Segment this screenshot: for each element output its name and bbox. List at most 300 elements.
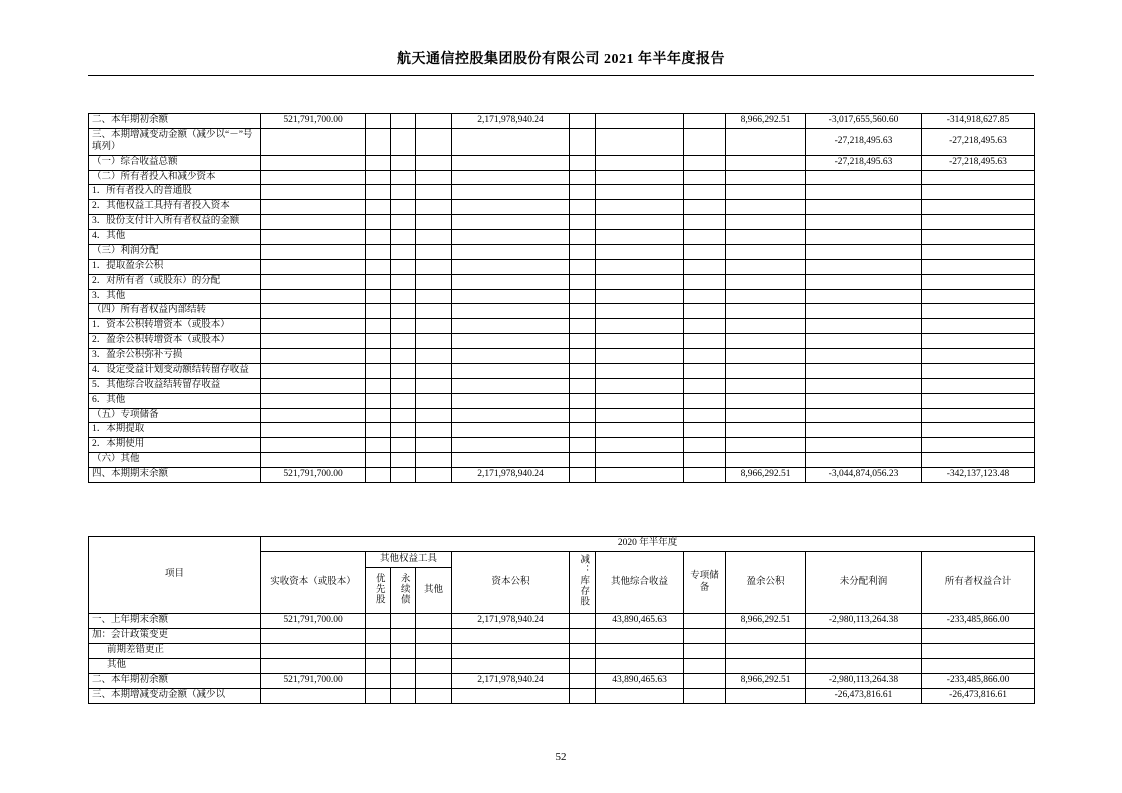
- row-value: [366, 155, 391, 170]
- row-label: （二）所有者投入和减少资本: [89, 170, 261, 185]
- table2-col-other-equity-group: 其他权益工具: [366, 551, 452, 567]
- row-value: [726, 244, 806, 259]
- row-value: [391, 614, 416, 629]
- row-value: [684, 244, 726, 259]
- row-value: [684, 304, 726, 319]
- table2-col-pref: 优先股: [366, 568, 391, 614]
- row-value: [570, 438, 596, 453]
- row-value: [726, 408, 806, 423]
- row-value: [922, 274, 1035, 289]
- row-value: [570, 363, 596, 378]
- row-value: [806, 304, 922, 319]
- row-value: [570, 114, 596, 129]
- row-value: -342,137,123.48: [922, 468, 1035, 483]
- table2-col-oci: 其他综合收益: [596, 551, 684, 613]
- row-value: [366, 244, 391, 259]
- row-label: 其他: [89, 658, 261, 673]
- table-row: [89, 378, 1035, 393]
- row-label: 3．股份支付计入所有者权益的金额: [89, 215, 261, 230]
- row-value: [570, 629, 596, 644]
- table2-col-special: 专项储备: [684, 551, 726, 613]
- row-value: [922, 629, 1035, 644]
- row-value: [416, 438, 452, 453]
- row-value: [452, 438, 570, 453]
- table-row: [89, 230, 1035, 245]
- row-value: [416, 453, 452, 468]
- row-value: [922, 244, 1035, 259]
- row-label: （五）专项储备: [89, 408, 261, 423]
- row-value: [684, 230, 726, 245]
- row-value: 2,171,978,940.24: [452, 673, 570, 688]
- row-value: [261, 629, 366, 644]
- row-value: [726, 658, 806, 673]
- row-value: -2,980,113,264.38: [806, 614, 922, 629]
- row-value: [806, 378, 922, 393]
- row-value: [570, 259, 596, 274]
- table2-body: [89, 614, 1035, 703]
- row-value: [806, 334, 922, 349]
- row-value: [416, 408, 452, 423]
- row-value: [416, 629, 452, 644]
- row-value: [726, 230, 806, 245]
- row-value: [596, 259, 684, 274]
- row-value: [596, 114, 684, 129]
- row-value: [391, 468, 416, 483]
- row-label: 4．设定受益计划变动额结转留存收益: [89, 363, 261, 378]
- row-value: 2,171,978,940.24: [452, 614, 570, 629]
- row-value: [416, 304, 452, 319]
- row-value: [452, 170, 570, 185]
- row-value: [596, 244, 684, 259]
- row-value: [806, 423, 922, 438]
- row-value: [366, 408, 391, 423]
- table2-col-paidin: 实收资本（或股本）: [261, 551, 366, 613]
- row-value: [261, 688, 366, 703]
- row-value: [726, 423, 806, 438]
- row-value: [684, 170, 726, 185]
- row-value: [806, 349, 922, 364]
- row-label: 三、本期增减变动金额（减少以: [89, 688, 261, 703]
- row-value: [570, 215, 596, 230]
- row-value: [416, 170, 452, 185]
- row-value: [261, 363, 366, 378]
- row-value: 521,791,700.00: [261, 614, 366, 629]
- row-value: [726, 453, 806, 468]
- row-value: [806, 644, 922, 659]
- row-value: [922, 393, 1035, 408]
- row-value: [391, 244, 416, 259]
- row-value: [570, 468, 596, 483]
- row-value: [596, 658, 684, 673]
- row-value: [366, 185, 391, 200]
- row-value: [922, 230, 1035, 245]
- table-row: [89, 629, 1035, 644]
- row-value: [391, 215, 416, 230]
- row-value: [684, 128, 726, 155]
- row-value: [416, 468, 452, 483]
- row-value: [596, 289, 684, 304]
- table-row: [89, 215, 1035, 230]
- row-value: [391, 688, 416, 703]
- row-value: 521,791,700.00: [261, 114, 366, 129]
- row-value: [596, 274, 684, 289]
- row-value: [596, 408, 684, 423]
- row-value: [806, 274, 922, 289]
- row-value: [366, 304, 391, 319]
- row-value: [366, 614, 391, 629]
- row-value: [684, 629, 726, 644]
- row-value: [684, 155, 726, 170]
- row-value: [261, 259, 366, 274]
- row-value: [684, 644, 726, 659]
- row-value: [391, 334, 416, 349]
- row-value: [416, 378, 452, 393]
- row-value: [452, 155, 570, 170]
- row-value: [416, 244, 452, 259]
- row-value: [366, 289, 391, 304]
- row-value: [452, 128, 570, 155]
- row-value: [452, 244, 570, 259]
- table2-col-undistributed: 未分配利润: [806, 551, 922, 613]
- row-value: 2,171,978,940.24: [452, 114, 570, 129]
- row-value: [684, 468, 726, 483]
- row-value: [416, 363, 452, 378]
- row-value: [806, 453, 922, 468]
- row-value: [684, 334, 726, 349]
- row-value: [452, 289, 570, 304]
- row-value: [922, 334, 1035, 349]
- row-value: [596, 363, 684, 378]
- row-value: -26,473,816.61: [806, 688, 922, 703]
- row-value: [366, 114, 391, 129]
- row-value: [261, 170, 366, 185]
- row-value: [684, 378, 726, 393]
- row-value: [366, 688, 391, 703]
- row-value: [261, 215, 366, 230]
- row-value: [684, 349, 726, 364]
- row-value: [416, 349, 452, 364]
- row-value: [726, 170, 806, 185]
- row-value: [596, 644, 684, 659]
- row-value: [726, 334, 806, 349]
- row-value: [366, 128, 391, 155]
- row-value: [452, 334, 570, 349]
- row-value: [922, 170, 1035, 185]
- row-label: 1．资本公积转增资本（或股本）: [89, 319, 261, 334]
- row-value: [391, 128, 416, 155]
- row-value: [684, 614, 726, 629]
- table-row: [89, 114, 1035, 129]
- row-value: [366, 423, 391, 438]
- row-label: 6．其他: [89, 393, 261, 408]
- row-value: [391, 658, 416, 673]
- row-value: [684, 215, 726, 230]
- row-value: [726, 393, 806, 408]
- row-value: [452, 304, 570, 319]
- row-value: [570, 378, 596, 393]
- row-value: -3,044,874,056.23: [806, 468, 922, 483]
- row-value: [570, 244, 596, 259]
- table-row: [89, 185, 1035, 200]
- row-value: [570, 289, 596, 304]
- row-value: [452, 274, 570, 289]
- row-value: [922, 304, 1035, 319]
- row-value: 8,966,292.51: [726, 673, 806, 688]
- row-value: [806, 289, 922, 304]
- row-label: （四）所有者权益内部结转: [89, 304, 261, 319]
- row-value: [922, 378, 1035, 393]
- row-value: [806, 200, 922, 215]
- row-value: [261, 349, 366, 364]
- row-value: [570, 423, 596, 438]
- row-value: [391, 423, 416, 438]
- row-value: [261, 200, 366, 215]
- row-value: [261, 274, 366, 289]
- table-row: [89, 128, 1035, 155]
- table-row: [89, 274, 1035, 289]
- row-value: [922, 423, 1035, 438]
- table-row: [89, 393, 1035, 408]
- row-value: 521,791,700.00: [261, 468, 366, 483]
- table2-period-row: [89, 537, 1035, 552]
- row-value: [684, 673, 726, 688]
- row-value: [452, 349, 570, 364]
- row-value: [922, 259, 1035, 274]
- row-value: [596, 378, 684, 393]
- page-number: 52: [555, 751, 567, 763]
- table-row: [89, 244, 1035, 259]
- row-value: [391, 274, 416, 289]
- row-value: [922, 319, 1035, 334]
- row-value: [684, 185, 726, 200]
- row-value: [726, 644, 806, 659]
- row-value: [416, 319, 452, 334]
- row-value: [726, 185, 806, 200]
- row-value: [261, 230, 366, 245]
- row-value: [596, 155, 684, 170]
- row-value: [806, 230, 922, 245]
- row-value: [922, 658, 1035, 673]
- row-value: [570, 304, 596, 319]
- table2-col-capital-reserve: 资本公积: [452, 551, 570, 613]
- row-value: [570, 155, 596, 170]
- row-value: [366, 230, 391, 245]
- row-value: [261, 393, 366, 408]
- row-value: [922, 453, 1035, 468]
- row-value: [570, 673, 596, 688]
- equity-change-table-2021: [88, 113, 1035, 483]
- row-value: [596, 468, 684, 483]
- row-value: [570, 170, 596, 185]
- row-value: [726, 155, 806, 170]
- row-value: [391, 393, 416, 408]
- row-label: 二、本年期初余额: [89, 673, 261, 688]
- row-value: [452, 378, 570, 393]
- table-row: [89, 259, 1035, 274]
- row-value: [570, 453, 596, 468]
- row-value: [922, 349, 1035, 364]
- row-value: [684, 319, 726, 334]
- table-row: [89, 334, 1035, 349]
- row-value: [366, 170, 391, 185]
- row-value: [922, 408, 1035, 423]
- table-row: [89, 438, 1035, 453]
- row-value: [416, 289, 452, 304]
- row-value: [726, 274, 806, 289]
- row-value: [452, 423, 570, 438]
- row-value: 8,966,292.51: [726, 468, 806, 483]
- table-row: [89, 673, 1035, 688]
- row-value: [570, 393, 596, 408]
- row-label: （一）综合收益总额: [89, 155, 261, 170]
- row-value: [570, 408, 596, 423]
- row-value: [416, 644, 452, 659]
- row-value: [391, 114, 416, 129]
- row-value: [684, 438, 726, 453]
- row-value: -3,017,655,560.60: [806, 114, 922, 129]
- row-label: 1．所有者投入的普通股: [89, 185, 261, 200]
- row-value: 8,966,292.51: [726, 114, 806, 129]
- row-value: [570, 614, 596, 629]
- row-value: [391, 349, 416, 364]
- row-value: [596, 393, 684, 408]
- row-value: [922, 644, 1035, 659]
- row-value: [366, 438, 391, 453]
- row-value: [806, 438, 922, 453]
- row-value: [452, 319, 570, 334]
- row-value: [391, 438, 416, 453]
- row-value: [416, 673, 452, 688]
- row-value: -27,218,495.63: [806, 155, 922, 170]
- row-value: [391, 378, 416, 393]
- table-row: [89, 363, 1035, 378]
- row-value: [416, 114, 452, 129]
- row-value: [684, 363, 726, 378]
- row-value: [391, 200, 416, 215]
- row-value: [452, 393, 570, 408]
- row-value: -233,485,866.00: [922, 614, 1035, 629]
- row-value: 521,791,700.00: [261, 673, 366, 688]
- table2-period-header: 2020 年半年度: [261, 537, 1035, 552]
- table-row: [89, 408, 1035, 423]
- row-value: [596, 200, 684, 215]
- row-value: [452, 185, 570, 200]
- row-value: [452, 259, 570, 274]
- row-value: [452, 363, 570, 378]
- row-value: [726, 259, 806, 274]
- row-value: [726, 629, 806, 644]
- row-value: [684, 423, 726, 438]
- row-value: [806, 658, 922, 673]
- row-value: 8,966,292.51: [726, 614, 806, 629]
- row-value: [596, 438, 684, 453]
- row-value: [391, 185, 416, 200]
- row-label: 3．盈余公积弥补亏损: [89, 349, 261, 364]
- row-value: -27,218,495.63: [922, 128, 1035, 155]
- row-value: [596, 215, 684, 230]
- row-value: [416, 688, 452, 703]
- row-value: [806, 393, 922, 408]
- row-value: 43,890,465.63: [596, 614, 684, 629]
- row-value: [684, 274, 726, 289]
- row-value: [366, 468, 391, 483]
- row-value: [726, 128, 806, 155]
- row-value: [261, 453, 366, 468]
- table-row: [89, 155, 1035, 170]
- row-value: [391, 644, 416, 659]
- row-value: [596, 319, 684, 334]
- row-value: [596, 170, 684, 185]
- row-value: [366, 453, 391, 468]
- row-value: [261, 155, 366, 170]
- table-row: [89, 349, 1035, 364]
- row-value: [922, 200, 1035, 215]
- row-label: 1．本期提取: [89, 423, 261, 438]
- row-value: [452, 200, 570, 215]
- row-value: [922, 438, 1035, 453]
- row-value: [596, 230, 684, 245]
- row-value: [726, 363, 806, 378]
- row-value: -2,980,113,264.38: [806, 673, 922, 688]
- row-value: [366, 200, 391, 215]
- table2-col-item: 项目: [89, 537, 261, 614]
- row-value: [391, 408, 416, 423]
- row-value: [416, 128, 452, 155]
- row-value: [452, 230, 570, 245]
- row-value: [806, 259, 922, 274]
- table-row: [89, 200, 1035, 215]
- row-value: [261, 408, 366, 423]
- row-value: [726, 304, 806, 319]
- equity-change-table-2020: [88, 536, 1035, 704]
- row-value: [922, 363, 1035, 378]
- row-value: [596, 304, 684, 319]
- row-value: [366, 629, 391, 644]
- row-value: [366, 349, 391, 364]
- row-value: [391, 289, 416, 304]
- row-value: -26,473,816.61: [922, 688, 1035, 703]
- row-value: [416, 155, 452, 170]
- row-label: 加：会计政策变更: [89, 629, 261, 644]
- row-label: 一、上年期末余额: [89, 614, 261, 629]
- table-row: [89, 644, 1035, 659]
- row-value: [416, 274, 452, 289]
- table-row: [89, 289, 1035, 304]
- row-value: -27,218,495.63: [922, 155, 1035, 170]
- row-value: [922, 185, 1035, 200]
- table2-head: [89, 537, 1035, 614]
- row-value: [366, 644, 391, 659]
- row-value: [726, 200, 806, 215]
- table-row: [89, 688, 1035, 703]
- row-value: [416, 614, 452, 629]
- table2-col-perp: 永续债: [391, 568, 416, 614]
- row-value: [684, 688, 726, 703]
- table2-col-treasury: 减：库存股: [570, 551, 596, 613]
- row-value: [726, 319, 806, 334]
- table1-body: [89, 114, 1035, 483]
- row-value: [261, 244, 366, 259]
- row-value: [391, 230, 416, 245]
- row-value: [570, 334, 596, 349]
- row-value: -233,485,866.00: [922, 673, 1035, 688]
- table2-col-other: 其他: [416, 568, 452, 614]
- row-value: [596, 423, 684, 438]
- row-value: [684, 114, 726, 129]
- row-value: [261, 644, 366, 659]
- row-value: [806, 363, 922, 378]
- row-value: [806, 629, 922, 644]
